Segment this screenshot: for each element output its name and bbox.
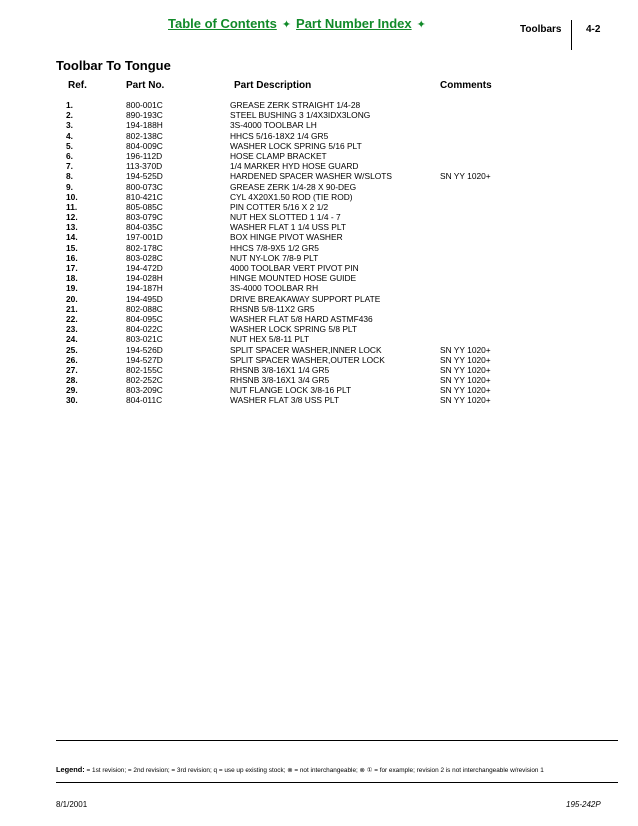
part-number-cell: 803-028C [126, 252, 163, 263]
ref-cell: 29. [66, 385, 78, 396]
table-row [0, 273, 638, 283]
footer-rule-top [56, 740, 618, 741]
part-number-cell: 196-112D [126, 150, 163, 161]
part-number-cell: 802-088C [126, 303, 163, 314]
part-number-cell: 194-188H [126, 120, 163, 131]
table-row [0, 395, 638, 405]
table-row [0, 375, 638, 385]
part-number-cell: 800-073C [126, 181, 163, 192]
ref-cell: 22. [66, 313, 78, 324]
description-cell: 4000 TOOLBAR VERT PIVOT PIN [230, 263, 359, 273]
page-number: 4-2 [586, 24, 601, 35]
table-row [0, 283, 638, 293]
comments-cell: SN YY 1020+ [440, 364, 491, 375]
column-header-ref: Ref. [68, 80, 87, 91]
description-cell: HARDENED SPACER WASHER W/SLOTS [230, 171, 392, 182]
table-row [0, 151, 638, 161]
description-cell: 3S-4000 TOOLBAR LH [230, 120, 317, 131]
part-number-cell: 194-526D [126, 344, 163, 355]
header-divider [571, 20, 572, 50]
part-number-cell: 194-472D [126, 263, 163, 273]
table-row [0, 334, 638, 344]
part-number-cell: 802-252C [126, 375, 163, 386]
description-cell: WASHER LOCK SPRING 5/16 PLT [230, 140, 362, 151]
ref-cell: 8. [66, 171, 73, 182]
ref-cell: 25. [66, 344, 78, 355]
table-row [0, 304, 638, 314]
part-number-cell: 804-011C [126, 395, 163, 406]
description-cell: CYL 4X20X1.50 ROD (TIE ROD) [230, 191, 353, 202]
table-row [0, 324, 638, 334]
diamond-icon: ✦ [416, 19, 426, 31]
part-number-cell: 803-021C [126, 334, 163, 345]
page-title: Toolbar To Tongue [56, 58, 171, 73]
part-number-cell: 804-009C [126, 140, 163, 151]
ref-cell: 5. [66, 140, 73, 151]
description-cell: NUT HEX SLOTTED 1 1/4 - 7 [230, 212, 341, 223]
description-cell: PIN COTTER 5/16 X 2 1/2 [230, 201, 329, 212]
comments-cell: SN YY 1020+ [440, 344, 491, 355]
table-row [0, 171, 638, 181]
ref-cell: 13. [66, 222, 78, 233]
description-cell: HHCS 5/16-18X2 1/4 GR5 [230, 130, 329, 141]
table-row [0, 212, 638, 222]
ref-cell: 27. [66, 364, 78, 375]
ref-cell: 2. [66, 110, 73, 121]
comments-cell: SN YY 1020+ [440, 385, 491, 396]
table-row [0, 120, 638, 130]
part-number-cell: 802-178C [126, 242, 163, 253]
part-number-cell: 804-022C [126, 324, 163, 335]
description-cell: HHCS 7/8-9X5 1/2 GR5 [230, 242, 319, 253]
table-row [0, 182, 638, 192]
legend-text: = 1st revision; = 2nd revision; = 3rd revision; q = use up existing stock; ⊗ = not interchangeable; ⊗ ① = for example; revision 2 is not interchangeable w/revision 1 [86, 767, 544, 774]
part-number-index-link[interactable]: Part Number Index [296, 16, 412, 31]
description-cell: RHSNB 5/8-11X2 GR5 [230, 303, 315, 314]
table-row [0, 243, 638, 253]
legend [56, 765, 544, 774]
table-row [0, 385, 638, 395]
ref-cell: 1. [66, 100, 73, 110]
comments-cell: SN YY 1020+ [440, 354, 491, 365]
part-number-cell: 805-085C [126, 201, 163, 212]
ref-cell: 4. [66, 130, 73, 141]
description-cell: WASHER FLAT 3/8 USS PLT [230, 395, 340, 406]
part-number-cell: 800-001C [126, 100, 163, 110]
description-cell: NUT HEX 5/8-11 PLT [230, 334, 310, 345]
ref-cell: 6. [66, 150, 73, 161]
description-cell: 3S-4000 TOOLBAR RH [230, 283, 319, 294]
table-row [0, 141, 638, 151]
table-row [0, 253, 638, 263]
table-row [0, 263, 638, 273]
table-of-contents-link[interactable]: Table of Contents [168, 16, 277, 31]
nav-links [168, 16, 431, 31]
page-header [0, 16, 638, 44]
ref-cell: 16. [66, 252, 78, 263]
ref-cell: 17. [66, 263, 78, 273]
part-number-cell: 194-525D [126, 171, 163, 182]
table-row [0, 110, 638, 120]
ref-cell: 15. [66, 242, 78, 253]
part-number-cell: 194-028H [126, 273, 163, 284]
table-row [0, 294, 638, 304]
ref-cell: 19. [66, 283, 78, 294]
table-row [0, 192, 638, 202]
part-number-cell: 194-187H [126, 283, 163, 294]
description-cell: HOSE CLAMP BRACKET [230, 150, 327, 161]
ref-cell: 11. [66, 201, 78, 212]
table-row [0, 100, 638, 110]
ref-cell: 14. [66, 232, 78, 243]
ref-cell: 30. [66, 395, 78, 406]
description-cell: STEEL BUSHING 3 1/4X3IDX3LONG [230, 110, 371, 121]
part-number-cell: 197-001D [126, 232, 163, 243]
part-number-cell: 113-370D [126, 161, 163, 172]
description-cell: DRIVE BREAKAWAY SUPPORT PLATE [230, 293, 381, 304]
ref-cell: 9. [66, 181, 73, 192]
table-row [0, 345, 638, 355]
diamond-icon: ✦ [281, 19, 292, 31]
part-number-cell: 890-193C [126, 110, 163, 121]
part-number-cell: 802-138C [126, 130, 163, 141]
part-number-cell: 802-155C [126, 364, 163, 375]
ref-cell: 12. [66, 212, 78, 223]
table-row [0, 365, 638, 375]
description-cell: NUT FLANGE LOCK 3/8-16 PLT [230, 385, 352, 396]
part-number-cell: 810-421C [126, 191, 163, 202]
footer-date: 8/1/2001 [56, 800, 88, 809]
description-cell: HINGE MOUNTED HOSE GUIDE [230, 273, 357, 284]
parts-list [0, 100, 638, 406]
description-cell: RHSNB 3/8-16X1 1/4 GR5 [230, 364, 330, 375]
ref-cell: 10. [66, 191, 78, 202]
table-row [0, 131, 638, 141]
description-cell: BOX HINGE PIVOT WASHER [230, 232, 343, 243]
legend-label: Legend: [56, 765, 85, 774]
ref-cell: 28. [66, 375, 78, 386]
description-cell: WASHER FLAT 5/8 HARD ASTMF436 [230, 313, 373, 324]
part-number-cell: 803-079C [126, 212, 163, 223]
description-cell: RHSNB 3/8-16X1 3/4 GR5 [230, 375, 330, 386]
part-number-cell: 194-527D [126, 354, 163, 365]
description-cell: GREASE ZERK 1/4-28 X 90-DEG [230, 181, 357, 192]
description-cell: WASHER FLAT 1 1/4 USS PLT [230, 222, 347, 233]
part-number-cell: 194-495D [126, 293, 163, 304]
table-row [0, 202, 638, 212]
comments-cell: SN YY 1020+ [440, 375, 491, 386]
description-cell: NUT NY-LOK 7/8-9 PLT [230, 252, 319, 263]
description-cell: GREASE ZERK STRAIGHT 1/4-28 [230, 100, 361, 110]
comments-cell: SN YY 1020+ [440, 395, 491, 406]
column-header-part-no: Part No. [126, 80, 165, 91]
ref-cell: 3. [66, 120, 73, 131]
ref-cell: 26. [66, 354, 78, 365]
ref-cell: 20. [66, 293, 78, 304]
description-cell: SPLIT SPACER WASHER,INNER LOCK [230, 344, 382, 355]
footer-rule-bottom [56, 782, 618, 783]
ref-cell: 18. [66, 273, 78, 284]
table-row [0, 222, 638, 232]
part-number-cell: 803-209C [126, 385, 163, 396]
ref-cell: 21. [66, 303, 78, 314]
table-row [0, 355, 638, 365]
section-name: Toolbars [520, 24, 562, 35]
ref-cell: 24. [66, 334, 78, 345]
table-row [0, 161, 638, 171]
table-row [0, 232, 638, 242]
description-cell: WASHER LOCK SPRING 5/8 PLT [230, 324, 358, 335]
column-header-description: Part Description [234, 80, 312, 91]
comments-cell: SN YY 1020+ [440, 171, 491, 182]
footer-document-number: 195-242P [566, 800, 601, 809]
description-cell: 1/4 MARKER HYD HOSE GUARD [230, 161, 359, 172]
ref-cell: 7. [66, 161, 73, 172]
column-header-comments: Comments [440, 80, 492, 91]
table-row [0, 314, 638, 324]
description-cell: SPLIT SPACER WASHER,OUTER LOCK [230, 354, 385, 365]
part-number-cell: 804-095C [126, 313, 163, 324]
part-number-cell: 804-035C [126, 222, 163, 233]
ref-cell: 23. [66, 324, 78, 335]
